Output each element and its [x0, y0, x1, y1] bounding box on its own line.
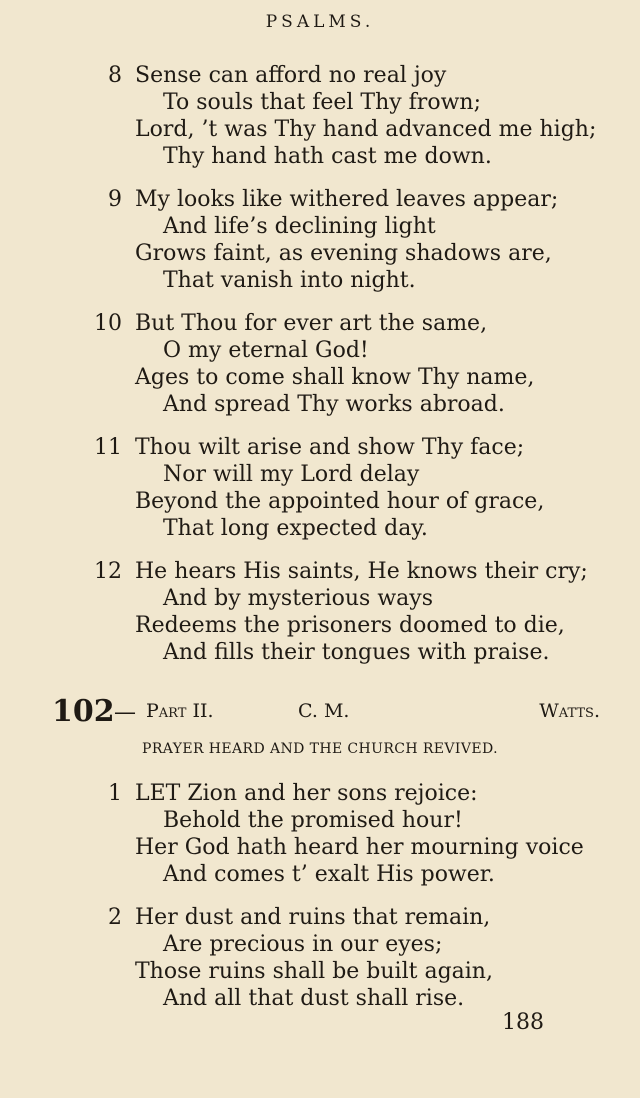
verse-line: That long expected day.	[163, 516, 428, 541]
stanza-number: 10	[94, 311, 122, 336]
verse-line: Ages to come shall know Thy name,	[135, 365, 535, 390]
stanza-1	[0, 780, 640, 888]
hymn-subtitle: PRAYER HEARD AND THE CHURCH REVIVED.	[142, 741, 498, 757]
stanza-8	[0, 62, 640, 170]
verse-line: Thou wilt arise and show Thy face;	[135, 435, 525, 460]
verse-line: Sense can afford no real joy	[135, 63, 447, 88]
hymn-meter: C. M.	[298, 700, 350, 722]
verse-line: And spread Thy works abroad.	[163, 392, 505, 417]
hymn-author: Watts.	[539, 700, 600, 722]
stanza-12	[0, 558, 640, 666]
verse-line: And by mysterious ways	[163, 586, 433, 611]
verse-line: Her dust and ruins that remain,	[135, 905, 491, 930]
verse-line: Are precious in our eyes;	[163, 932, 443, 957]
stanza-number: 8	[108, 63, 122, 88]
hymn-heading	[0, 694, 640, 734]
verse-line: Grows faint, as evening shadows are,	[135, 241, 552, 266]
stanza-11	[0, 434, 640, 542]
verse-line: And comes t’ exalt His power.	[163, 862, 495, 887]
verse-line: O my eternal God!	[163, 338, 369, 363]
verse-line: Her God hath heard her mourning voice	[135, 835, 584, 860]
verse-line: And all that dust shall rise.	[163, 986, 465, 1011]
verse-line: And life’s declining light	[163, 214, 436, 239]
verse-line: Lord, ’t was Thy hand advanced me high;	[135, 117, 597, 142]
stanza-2	[0, 904, 640, 1012]
hymn-part: Part II.	[146, 700, 214, 722]
stanza-10	[0, 310, 640, 418]
verse-line: My looks like withered leaves appear;	[135, 187, 559, 212]
verse-line: Behold the promised hour!	[163, 808, 463, 833]
running-head: PSALMS.	[265, 12, 375, 32]
verse-line: Thy hand hath cast me down.	[163, 144, 492, 169]
verse-line: Those ruins shall be built again,	[135, 959, 493, 984]
page-number: 188	[502, 1010, 544, 1035]
stanza-number: 1	[108, 781, 122, 806]
stanza-number: 12	[94, 559, 122, 584]
stanza-number: 9	[108, 187, 122, 212]
stanza-number: 11	[94, 435, 122, 460]
hymn-number: 102	[52, 694, 115, 729]
verse-line: Redeems the prisoners doomed to die,	[135, 613, 565, 638]
verse-line: But Thou for ever art the same,	[135, 311, 488, 336]
verse-line: Nor will my Lord delay	[163, 462, 420, 487]
verse-line: To souls that feel Thy frown;	[163, 90, 481, 115]
verse-line: That vanish into night.	[163, 268, 416, 293]
stanza-9	[0, 186, 640, 294]
verse-line: Beyond the appointed hour of grace,	[135, 489, 545, 514]
stanza-number: 2	[108, 905, 122, 930]
verse-line: He hears His saints, He knows their cry;	[135, 559, 588, 584]
verse-line: And fills their tongues with praise.	[163, 640, 550, 665]
verse-line: LET Zion and her sons rejoice:	[135, 781, 478, 806]
hymn-dash: —	[114, 700, 136, 725]
